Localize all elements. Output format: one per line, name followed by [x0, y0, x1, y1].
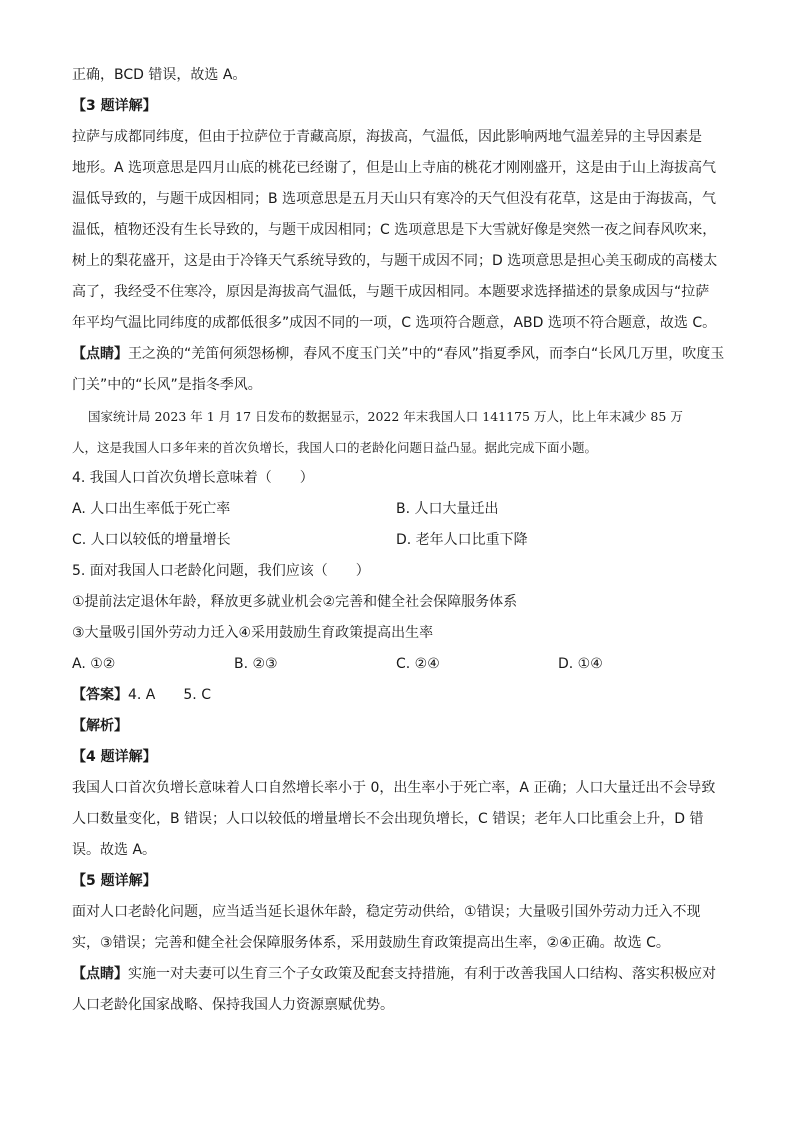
option-b: B. 人口大量迁出 — [396, 501, 499, 517]
text-line: 地形。A 选项意思是四月山底的桃花已经谢了，但是山上寺庙的桃花才刚刚盛开，这是由于山上海拔高气 — [72, 160, 717, 176]
text-line: 人口老龄化国家战略、保持我国人力资源禀赋优势。 — [72, 997, 394, 1013]
text-line: 年平均气温比同纬度的成都低很多”成因不同的一项，C 选项符合题意，ABD 选项不符合题意，故选 C。 — [72, 315, 717, 331]
text-line: 人口数量变化，B 错误；人口以较低的增量增长不会出现负增长，C 错误；老年人口比重会上升，D 错 — [72, 811, 704, 827]
text-line: 实，③错误；完善和健全社会保障服务体系，采用鼓励生育政策提高出生率，②④正确。故选 C。 — [72, 935, 670, 951]
option-c: C. 人口以较低的增量增长 — [72, 532, 231, 548]
document-page — [72, 60, 732, 1021]
statement-line: ①提前法定退休年龄，释放更多就业机会②完善和健全社会保障服务体系 — [72, 594, 518, 610]
question-4 — [72, 463, 732, 556]
option-b: B. ②③ — [234, 656, 278, 672]
statement-line: ③大量吸引国外劳动力迁入④采用鼓励生育政策提高出生率 — [72, 625, 434, 641]
text-line: 王之涣的“羌笛何须怨杨柳，春风不度玉门关”中的“春风”指夏季风，而李白“长风几万里，吹度玉 — [128, 346, 725, 362]
text-line: 高了，我经受不住寒冷，原因是海拔高气温低，与题干成因相同。本题要求选择描述的景象成因与“拉萨 — [72, 284, 710, 300]
q3-detail-heading: 【3 题详解】 — [72, 98, 157, 114]
question-stem: 4. 我国人口首次负增长意味着（ ） — [72, 470, 314, 486]
key-point-2 — [72, 959, 732, 1021]
q5-detail-heading: 【5 题详解】 — [72, 873, 157, 889]
text-line: 国家统计局 2023 年 1 月 17 日发布的数据显示，2022 年末我国人口 141175 万人，比上年末减少 85 万 — [88, 409, 683, 424]
key-point-label: 【点睛】 — [72, 966, 128, 982]
text-line: 实施一对夫妻可以生育三个子女政策及配套支持措施，有利于改善我国人口结构、落实积极应对 — [128, 966, 716, 982]
answer-line — [72, 680, 732, 711]
q4-detail-body — [72, 773, 732, 866]
option-a: A. ①② — [72, 656, 116, 672]
q4-detail-heading: 【4 题详解】 — [72, 749, 157, 765]
material-passage — [72, 401, 732, 463]
text-line: 误。故选 A。 — [72, 842, 157, 858]
answer-5: 5. C — [183, 687, 211, 703]
option-a: A. 人口出生率低于死亡率 — [72, 501, 231, 517]
question-5 — [72, 556, 732, 680]
option-c: C. ②④ — [396, 656, 440, 672]
text-line: 树上的梨花盛开，这是由于冷锋天气系统导致的，与题干成因不同；D 选项意思是担心美玉砌成的高楼太 — [72, 253, 718, 269]
text-line: 温低，植物还没有生长导致的，与题干成因相同；C 选项意思是下大雪就好像是突然一夜之间春风吹来， — [72, 222, 717, 238]
answer-label: 【答案】 — [72, 687, 128, 703]
previous-conclusion: 正确，BCD 错误，故选 A。 — [72, 67, 247, 83]
option-d: D. 老年人口比重下降 — [396, 532, 528, 548]
text-line: 人，这是我国人口多年来的首次负增长，我国人口的老龄化问题日益凸显。据此完成下面小题。 — [72, 440, 598, 455]
text-line: 面对人口老龄化问题，应当适当延长退休年龄，稳定劳动供给，①错误；大量吸引国外劳动力迁入不现 — [72, 904, 701, 920]
option-d: D. ①④ — [558, 656, 603, 672]
text-line: 我国人口首次负增长意味着人口自然增长率小于 0，出生率小于死亡率，A 正确；人口大量迁出不会导致 — [72, 780, 716, 796]
question-stem: 5. 面对我国人口老龄化问题，我们应该（ ） — [72, 563, 370, 579]
key-point-1 — [72, 339, 732, 401]
text-line: 温低导致的，与题干成因相同；B 选项意思是五月天山只有寒冷的天气但没有花草，这是由于海拔高，气 — [72, 191, 717, 207]
answer-4: 4. A — [128, 687, 156, 703]
text-line: 拉萨与成都同纬度，但由于拉萨位于青藏高原，海拔高，气温低，因此影响两地气温差异的主导因素是 — [72, 129, 702, 145]
text-line: 门关”中的“长风”是指冬季风。 — [72, 377, 262, 393]
key-point-label: 【点睛】 — [72, 346, 128, 362]
q5-detail-body — [72, 897, 732, 959]
analysis-heading: 【解析】 — [72, 718, 128, 734]
q3-detail-body — [72, 122, 732, 339]
